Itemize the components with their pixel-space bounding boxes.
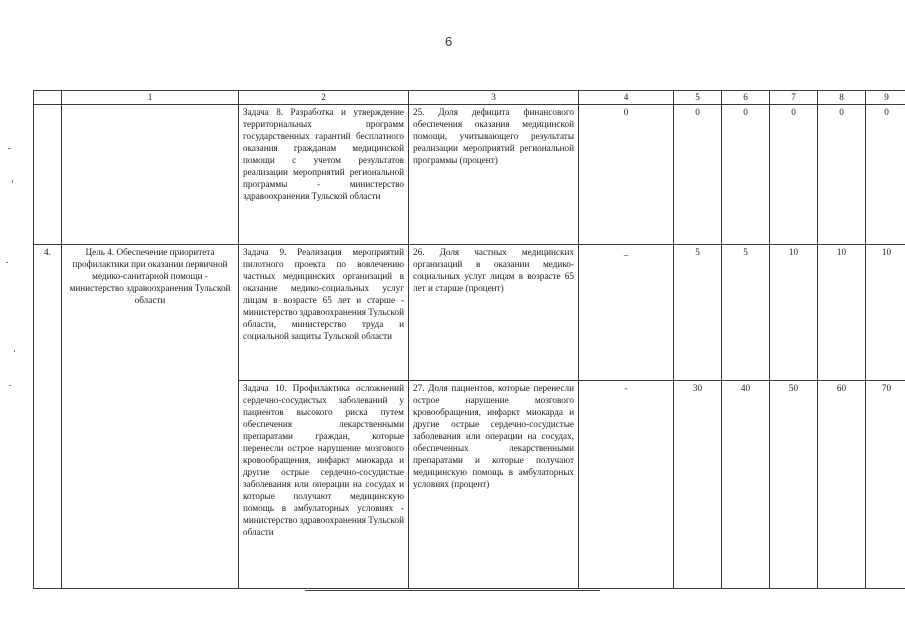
program-indicators-table xyxy=(33,90,905,589)
header-cell-blank xyxy=(34,91,62,105)
table-row xyxy=(34,105,905,245)
column-number-header-row xyxy=(34,91,905,105)
value-cell-col8: 0 xyxy=(818,105,866,245)
header-cell: 9 xyxy=(866,91,905,105)
value-cell-col7: 50 xyxy=(770,381,818,589)
task-cell: Задача 8. Разработка и утверждение территориальных программ государственных гарантий бесплатного оказания гражданам медицинской помощи с учетом результатов реализации мероприятий региональной программы - министерство здравоохранения Тульской области xyxy=(239,105,409,245)
header-cell: 1 xyxy=(62,91,239,105)
page-number: 6 xyxy=(445,34,453,49)
table-row xyxy=(34,245,905,381)
value-cell-col4: - xyxy=(579,381,674,589)
goal-cell: Цель 4. Обеспечение приоритета профилактики при оказании первичной медико-санитарной помощи - министерство здравоохранения Тульской области xyxy=(62,245,239,589)
scan-speck xyxy=(12,180,13,183)
scan-speck xyxy=(9,385,11,386)
value-cell-col8: 10 xyxy=(818,245,866,381)
value-cell-col8: 60 xyxy=(818,381,866,589)
value-cell-col5: 30 xyxy=(674,381,722,589)
value-cell-col5: 5 xyxy=(674,245,722,381)
header-cell: 8 xyxy=(818,91,866,105)
indicator-cell: 27. Доля пациентов, которые перенесли острое нарушение мозгового кровообращения, инфаркт миокарда и другие острые сердечно-сосудистые заболевания или операции на сосудах, обеспеченных лекарственными препаратами и которые получают медицинскую помощь в амбулаторных условиях (процент) xyxy=(409,381,579,589)
value-cell-col4: _ xyxy=(579,245,674,381)
goal-cell xyxy=(62,105,239,245)
value-cell-col4: 0 xyxy=(579,105,674,245)
header-cell: 4 xyxy=(579,91,674,105)
task-cell: Задача 10. Профилактика осложнений сердечно-сосудистых заболеваний у пациентов высокого риска путем обеспечения лекарственными препаратами граждан, которые перенесли острое нарушение мозгового кровообращения, инфаркт миокарда и другие острые сердечно-сосудистые заболевания или операции на сосудах и которые получают медицинскую помощь в амбулаторных условиях - министерство здравоохранения Тульской области xyxy=(239,381,409,589)
row-number-cell: 4. xyxy=(34,245,62,589)
scan-speck xyxy=(8,148,11,149)
value-cell-col9: 0 xyxy=(866,105,905,245)
header-cell: 7 xyxy=(770,91,818,105)
value-cell-col5: 0 xyxy=(674,105,722,245)
value-cell-col9: 70 xyxy=(866,381,905,589)
scan-speck xyxy=(14,350,15,352)
header-cell: 2 xyxy=(239,91,409,105)
scan-speck xyxy=(6,262,8,263)
header-cell: 3 xyxy=(409,91,579,105)
value-cell-col7: 10 xyxy=(770,245,818,381)
value-cell-col9: 10 xyxy=(866,245,905,381)
value-cell-col7: 0 xyxy=(770,105,818,245)
row-number-cell xyxy=(34,105,62,245)
value-cell-col6: 40 xyxy=(722,381,770,589)
value-cell-col6: 5 xyxy=(722,245,770,381)
footer-divider-line xyxy=(305,590,600,591)
value-cell-col6: 0 xyxy=(722,105,770,245)
header-cell: 6 xyxy=(722,91,770,105)
indicator-cell: 26. Доля частных медицинских организаций в оказании медико-социальных услуг лицам в возрасте 65 лет и старше (процент) xyxy=(409,245,579,381)
task-cell: Задача 9. Реализация мероприятий пилотного проекта по вовлечению частных медицинских организаций в оказание медико-социальных услуг лицам в возрасте 65 лет и старше - министерство здравоохранения Тульской области, министерство труда и социальной защиты Тульской области xyxy=(239,245,409,381)
header-cell: 5 xyxy=(674,91,722,105)
indicator-cell: 25. Доля дефицита финансового обеспечения оказания медицинской помощи, учитывающего результаты реализации мероприятий региональной программы (процент) xyxy=(409,105,579,245)
